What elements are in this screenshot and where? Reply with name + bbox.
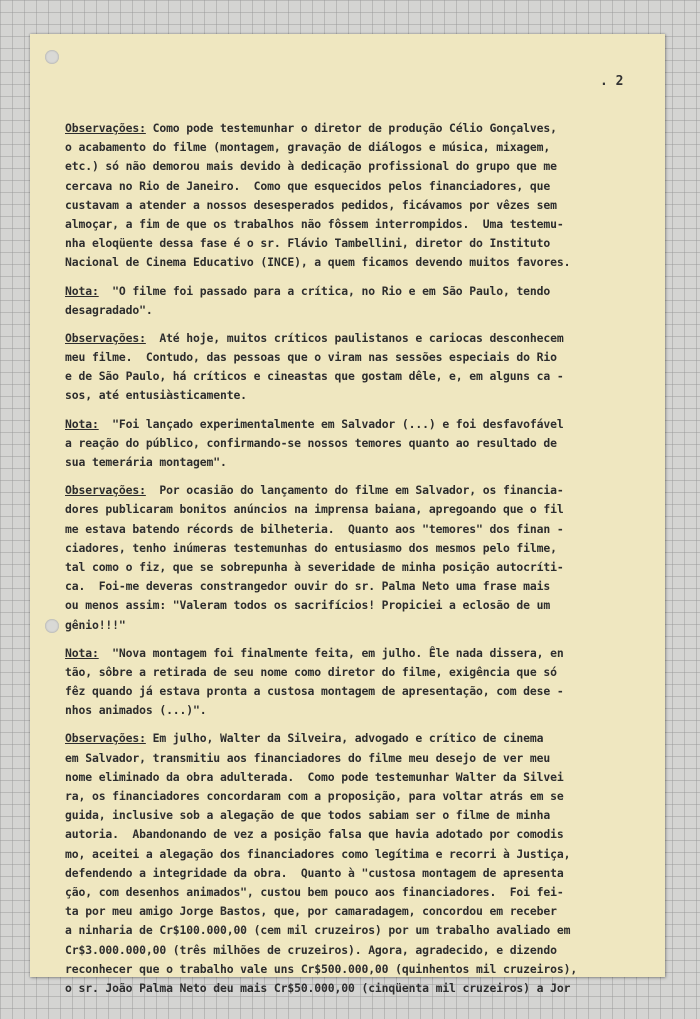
line-text: Como pode testemunhar o diretor de produção Célio Gonçalves, (145, 121, 557, 135)
line-text: ra, os financiadores concordaram com a proposição, para voltar atrás em se (65, 789, 564, 803)
line-text: "O filme foi passado para a crítica, no Rio e em São Paulo, tendo (98, 283, 551, 298)
punch-hole (45, 50, 59, 64)
paragraph-gap (65, 406, 655, 415)
punch-hole (45, 619, 59, 633)
text-line (65, 177, 655, 196)
line-text: nhos animados (...)". (65, 703, 207, 718)
paragraph-gap (65, 273, 655, 282)
line-text: gênio!!!" (65, 617, 126, 632)
line-text: sua temerária montagem". (65, 455, 227, 469)
line-text: me estava batendo récords de bilheteria. Quanto aos "temores" dos finan - (65, 521, 564, 536)
text-line (65, 348, 655, 367)
line-text: cercava no Rio de Janeiro. Como que esquecidos pelos financiadores, que (65, 178, 551, 193)
line-text: nha eloqüente dessa fase é o sr. Flávio Tambellini, diretor do Instituto (65, 236, 551, 251)
line-text: guida, inclusive sob a alegação de que todos sabiam ser o filme de minha (65, 808, 551, 823)
paragraph (65, 644, 655, 721)
text-line (65, 253, 655, 272)
line-text: ciadores, tenho inúmeras testemunhas do entusiasmo dos mesmos pelo filme, (65, 540, 557, 555)
text-line (65, 749, 655, 768)
text-line (65, 825, 655, 844)
text-line (65, 577, 655, 596)
line-text: meu filme. Contudo, das pessoas que o viram nas sessões especiais do Rio (65, 350, 557, 365)
section-label: Observações: (65, 731, 146, 746)
paragraph (65, 729, 655, 998)
line-text: o sr. João Palma Neto deu mais Cr$50.000,00 (cinqüenta mil cruzeiros) a Jor (65, 980, 571, 995)
section-label: Nota: (65, 645, 99, 660)
paragraph (65, 282, 655, 320)
line-text: custavam a atender a nossos desesperados pedidos, ficávamos por vêzes sem (65, 197, 557, 212)
typewritten-page (30, 34, 665, 995)
section-label: Nota: (65, 416, 99, 431)
text-line (65, 663, 655, 682)
paragraph (65, 329, 655, 406)
text-line (65, 616, 655, 635)
paragraph (65, 119, 655, 273)
line-text: ção, com desenhos animados", custou bem pouco aos financiadores. Foi fei- (65, 884, 564, 899)
text-line (65, 301, 655, 320)
section-label: Nota: (65, 283, 99, 298)
line-text: Cr$3.000.000,00 (três milhões de cruzeiros). Agora, agradecido, e dizendo (65, 942, 557, 957)
line-text: nome eliminado da obra adulterada. Como pode testemunhar Walter da Silvei (65, 769, 564, 784)
line-text: "Nova montagem foi finalmente feita, em julho. Êle nada dissera, en (98, 645, 564, 660)
text-line (65, 864, 655, 883)
line-text: o acabamento do filme (montagem, gravação de diálogos e música, mixagem, (65, 140, 551, 155)
text-line (65, 453, 655, 472)
text-line (65, 119, 655, 138)
line-text: "Foi lançado experimentalmente em Salvador (...) e foi desfavofável (98, 416, 564, 431)
line-text: a reação do público, confirmando-se nossos temores quanto ao resultado de (65, 435, 557, 450)
paragraph-gap (65, 472, 655, 481)
line-text: ou menos assim: "Valeram todos os sacrifícios! Propiciei a eclosão de um (65, 598, 551, 613)
text-line (65, 979, 655, 998)
line-text: Até hoje, muitos críticos paulistanos e cariocas desconhecem (145, 330, 564, 345)
text-line (65, 539, 655, 558)
line-text: tão, sôbre a retirada de seu nome como diretor do filme, exigência que só (65, 664, 557, 679)
section-label: Observações: (65, 483, 146, 498)
text-line (65, 768, 655, 787)
text-line (65, 481, 655, 500)
text-line (65, 644, 655, 663)
text-line (65, 960, 655, 979)
line-text: a ninharia de Cr$100.000,00 (cem mil cruzeiros) por um trabalho avaliado em (65, 923, 571, 938)
line-text: sos, até entusiàsticamente. (65, 388, 247, 403)
text-line (65, 367, 655, 386)
line-text: Em julho, Walter da Silveira, advogado e crítico de cinema (145, 731, 544, 746)
paragraph-gap (65, 320, 655, 329)
section-label: Observações: (65, 121, 146, 135)
text-line (65, 234, 655, 253)
document-body (65, 119, 655, 998)
text-line (65, 196, 655, 215)
line-text: Por ocasião do lançamento do filme em Salvador, os financia- (145, 483, 564, 498)
text-line (65, 282, 655, 301)
text-line (65, 596, 655, 615)
text-line (65, 329, 655, 348)
text-line (65, 682, 655, 701)
line-text: desagradado". (65, 302, 153, 317)
paragraph-gap (65, 635, 655, 644)
text-line (65, 701, 655, 720)
text-line (65, 921, 655, 940)
page-number: . 2 (600, 74, 624, 89)
line-text: dores publicaram bonitos anúncios na imprensa baiana, apregoando que o fil (65, 502, 564, 517)
paragraph (65, 415, 655, 473)
text-line (65, 941, 655, 960)
text-line (65, 157, 655, 176)
text-line (65, 434, 655, 453)
text-line (65, 845, 655, 864)
line-text: Nacional de Cinema Educativo (INCE), a quem ficamos devendo muitos favores. (65, 255, 571, 270)
text-line (65, 806, 655, 825)
line-text: tal como o fiz, que se sobrepunha à severidade de minha posição autocríti- (65, 559, 564, 574)
section-label: Observações: (65, 330, 146, 345)
text-line (65, 787, 655, 806)
text-line (65, 883, 655, 902)
text-line (65, 215, 655, 234)
line-text: mo, aceitei a alegação dos financiadores como legítima e recorri à Justiça, (65, 846, 571, 861)
text-line (65, 415, 655, 434)
line-text: etc.) só não demorou mais devido à dedicação profissional do grupo que me (65, 159, 557, 174)
paragraph (65, 481, 655, 635)
line-text: ta por meu amigo Jorge Bastos, que, por camaradagem, concordou em receber (65, 904, 557, 919)
line-text: autoria. Abandonando de vez a posição falsa que havia adotado por comodis (65, 827, 564, 842)
line-text: e de São Paulo, há críticos e cineastas que gostam dêle, e, em alguns ca - (65, 369, 564, 384)
text-line (65, 729, 655, 748)
paragraph-gap (65, 720, 655, 729)
text-line (65, 138, 655, 157)
line-text: defendendo a integridade da obra. Quanto à "custosa montagem de apresenta (65, 865, 564, 880)
line-text: em Salvador, transmitiu aos financiadores do filme meu desejo de ver meu (65, 750, 551, 765)
text-line (65, 902, 655, 921)
text-line (65, 520, 655, 539)
line-text: almoçar, a fim de que os trabalhos não fôssem interrompidos. Uma testemu- (65, 216, 564, 231)
text-line (65, 558, 655, 577)
line-text: fêz quando já estava pronta a custosa montagem de apresentação, com dese - (65, 684, 564, 699)
text-line (65, 500, 655, 519)
line-text: ca. Foi-me deveras constrangedor ouvir do sr. Palma Neto uma frase mais (65, 579, 551, 594)
text-line (65, 386, 655, 405)
line-text: reconhecer que o trabalho vale uns Cr$500.000,00 (quinhentos mil cruzeiros), (65, 961, 578, 976)
